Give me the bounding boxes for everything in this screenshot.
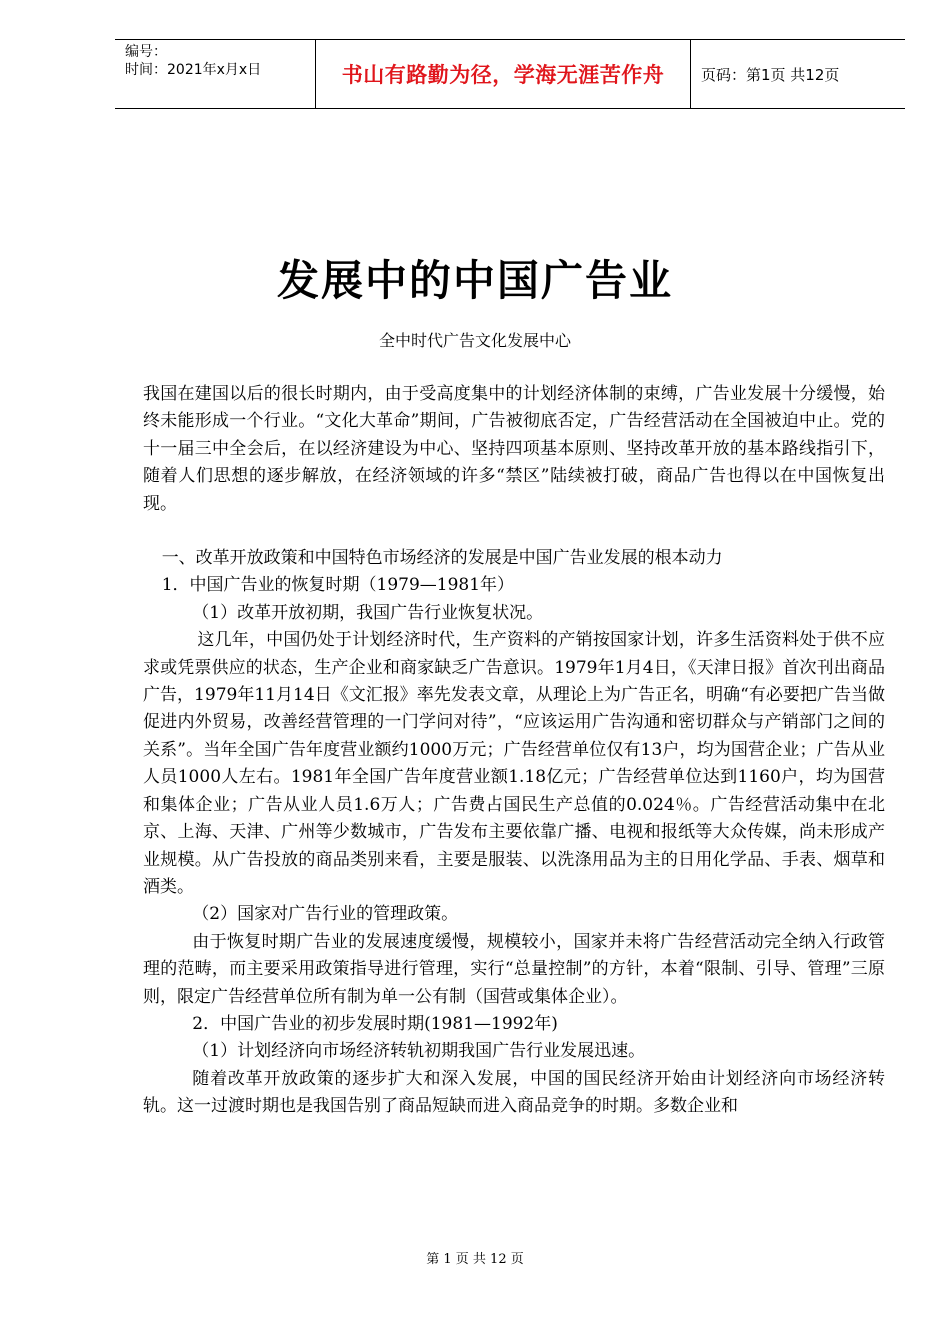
page-info-text: 页码：第1页 共12页	[701, 65, 840, 84]
paragraph-intro: 我国在建国以后的很长时期内，由于受高度集中的计划经济体制的束缚，广告业发展十分缓慢，始终未能形成一个行业。“文化大革命”期间，广告被彻底否定，广告经营活动在全国被迫中止。党的十一届三中全会后，在以经济建设为中心、坚持四项基本原则、坚持改革开放的基本路线指引下，随着人们思想的逐步解放，在经济领域的许多“禁区”陆续被打破，商品广告也得以在中国恢复出现。	[143, 384, 885, 514]
motto-cell	[315, 40, 691, 108]
page-footer: 第 1 页 共 12 页	[426, 1252, 524, 1267]
point-heading: （2）国家对广告行业的管理政策。	[192, 904, 459, 925]
header-info-cell	[115, 40, 315, 108]
paragraph-spacer	[143, 518, 885, 545]
document-title: 发展中的中国广告业	[276, 256, 673, 305]
header-table	[115, 39, 905, 109]
subsection-heading: 1．中国广告业的恢复时期（1979—1981年）	[161, 575, 515, 596]
document-body	[143, 381, 885, 1121]
number-label: 编号：	[125, 44, 167, 60]
page-info-cell	[691, 40, 905, 108]
motto-text: 书山有路勤为径，学海无涯苦作舟	[341, 63, 665, 87]
point-heading: （1）计划经济向市场经济转轨初期我国广告行业发展迅速。	[192, 1041, 646, 1062]
paragraph: 随着改革开放政策的逐步扩大和深入发展，中国的国民经济开始由计划经济向市场经济转轨。这一过渡时期也是我国告别了商品短缺而进入商品竞争的时期。多数企业和	[143, 1068, 885, 1117]
time-label: 时间：2021年x月x日	[125, 62, 262, 78]
document-author: 全中时代广告文化发展中心	[378, 331, 571, 350]
point-heading: （1）改革开放初期，我国广告行业恢复状况。	[192, 602, 544, 623]
paragraph: 这几年，中国仍处于计划经济时代，生产资料的产销按国家计划，许多生活资料处于供不应求或凭票供应的状态，生产企业和商家缺乏广告意识。1979年1月4日，《天津日报》首次刊出商品广告，1979年11月14日《文汇报》率先发表文章，从理论上为广告正名，明确“有必要把广告当做促进内外贸易，改善经营管理的一门学问对待”，“应该运用广告沟通和密切群众与产销部门之间的关系”。当年全国广告年度营业额约1000万元；广告经营单位仅有13户，均为国营企业；广告从业人员1000人左右。1981年全国广告年度营业额1.18亿元；广告经营单位达到1160户，均为国营和集体企业；广告从业人员1.6万人；广告费占国民生产总值的0.024％。广告经营活动集中在北京、上海、天津、广州等少数城市，广告发布主要依靠广播、电视和报纸等大众传媒，尚未形成产业规模。从广告投放的商品类别来看，主要是服装、以洗涤用品为主的日用化学品、手表、烟草和酒类。	[143, 630, 885, 897]
subsection-heading: 2．中国广告业的初步发展时期(1981—1992年)	[192, 1013, 558, 1034]
section-heading: 一、改革开放政策和中国特色市场经济的发展是中国广告业发展的根本动力	[161, 548, 723, 569]
paragraph: 由于恢复时期广告业的发展速度缓慢，规模较小，国家并未将广告经营活动完全纳入行政管理的范畴，而主要采用政策指导进行管理，实行“总量控制”的方针，本着“限制、引导、管理”三原则，限定广告经营单位所有制为单一公有制（国营或集体企业）。	[143, 931, 885, 1007]
